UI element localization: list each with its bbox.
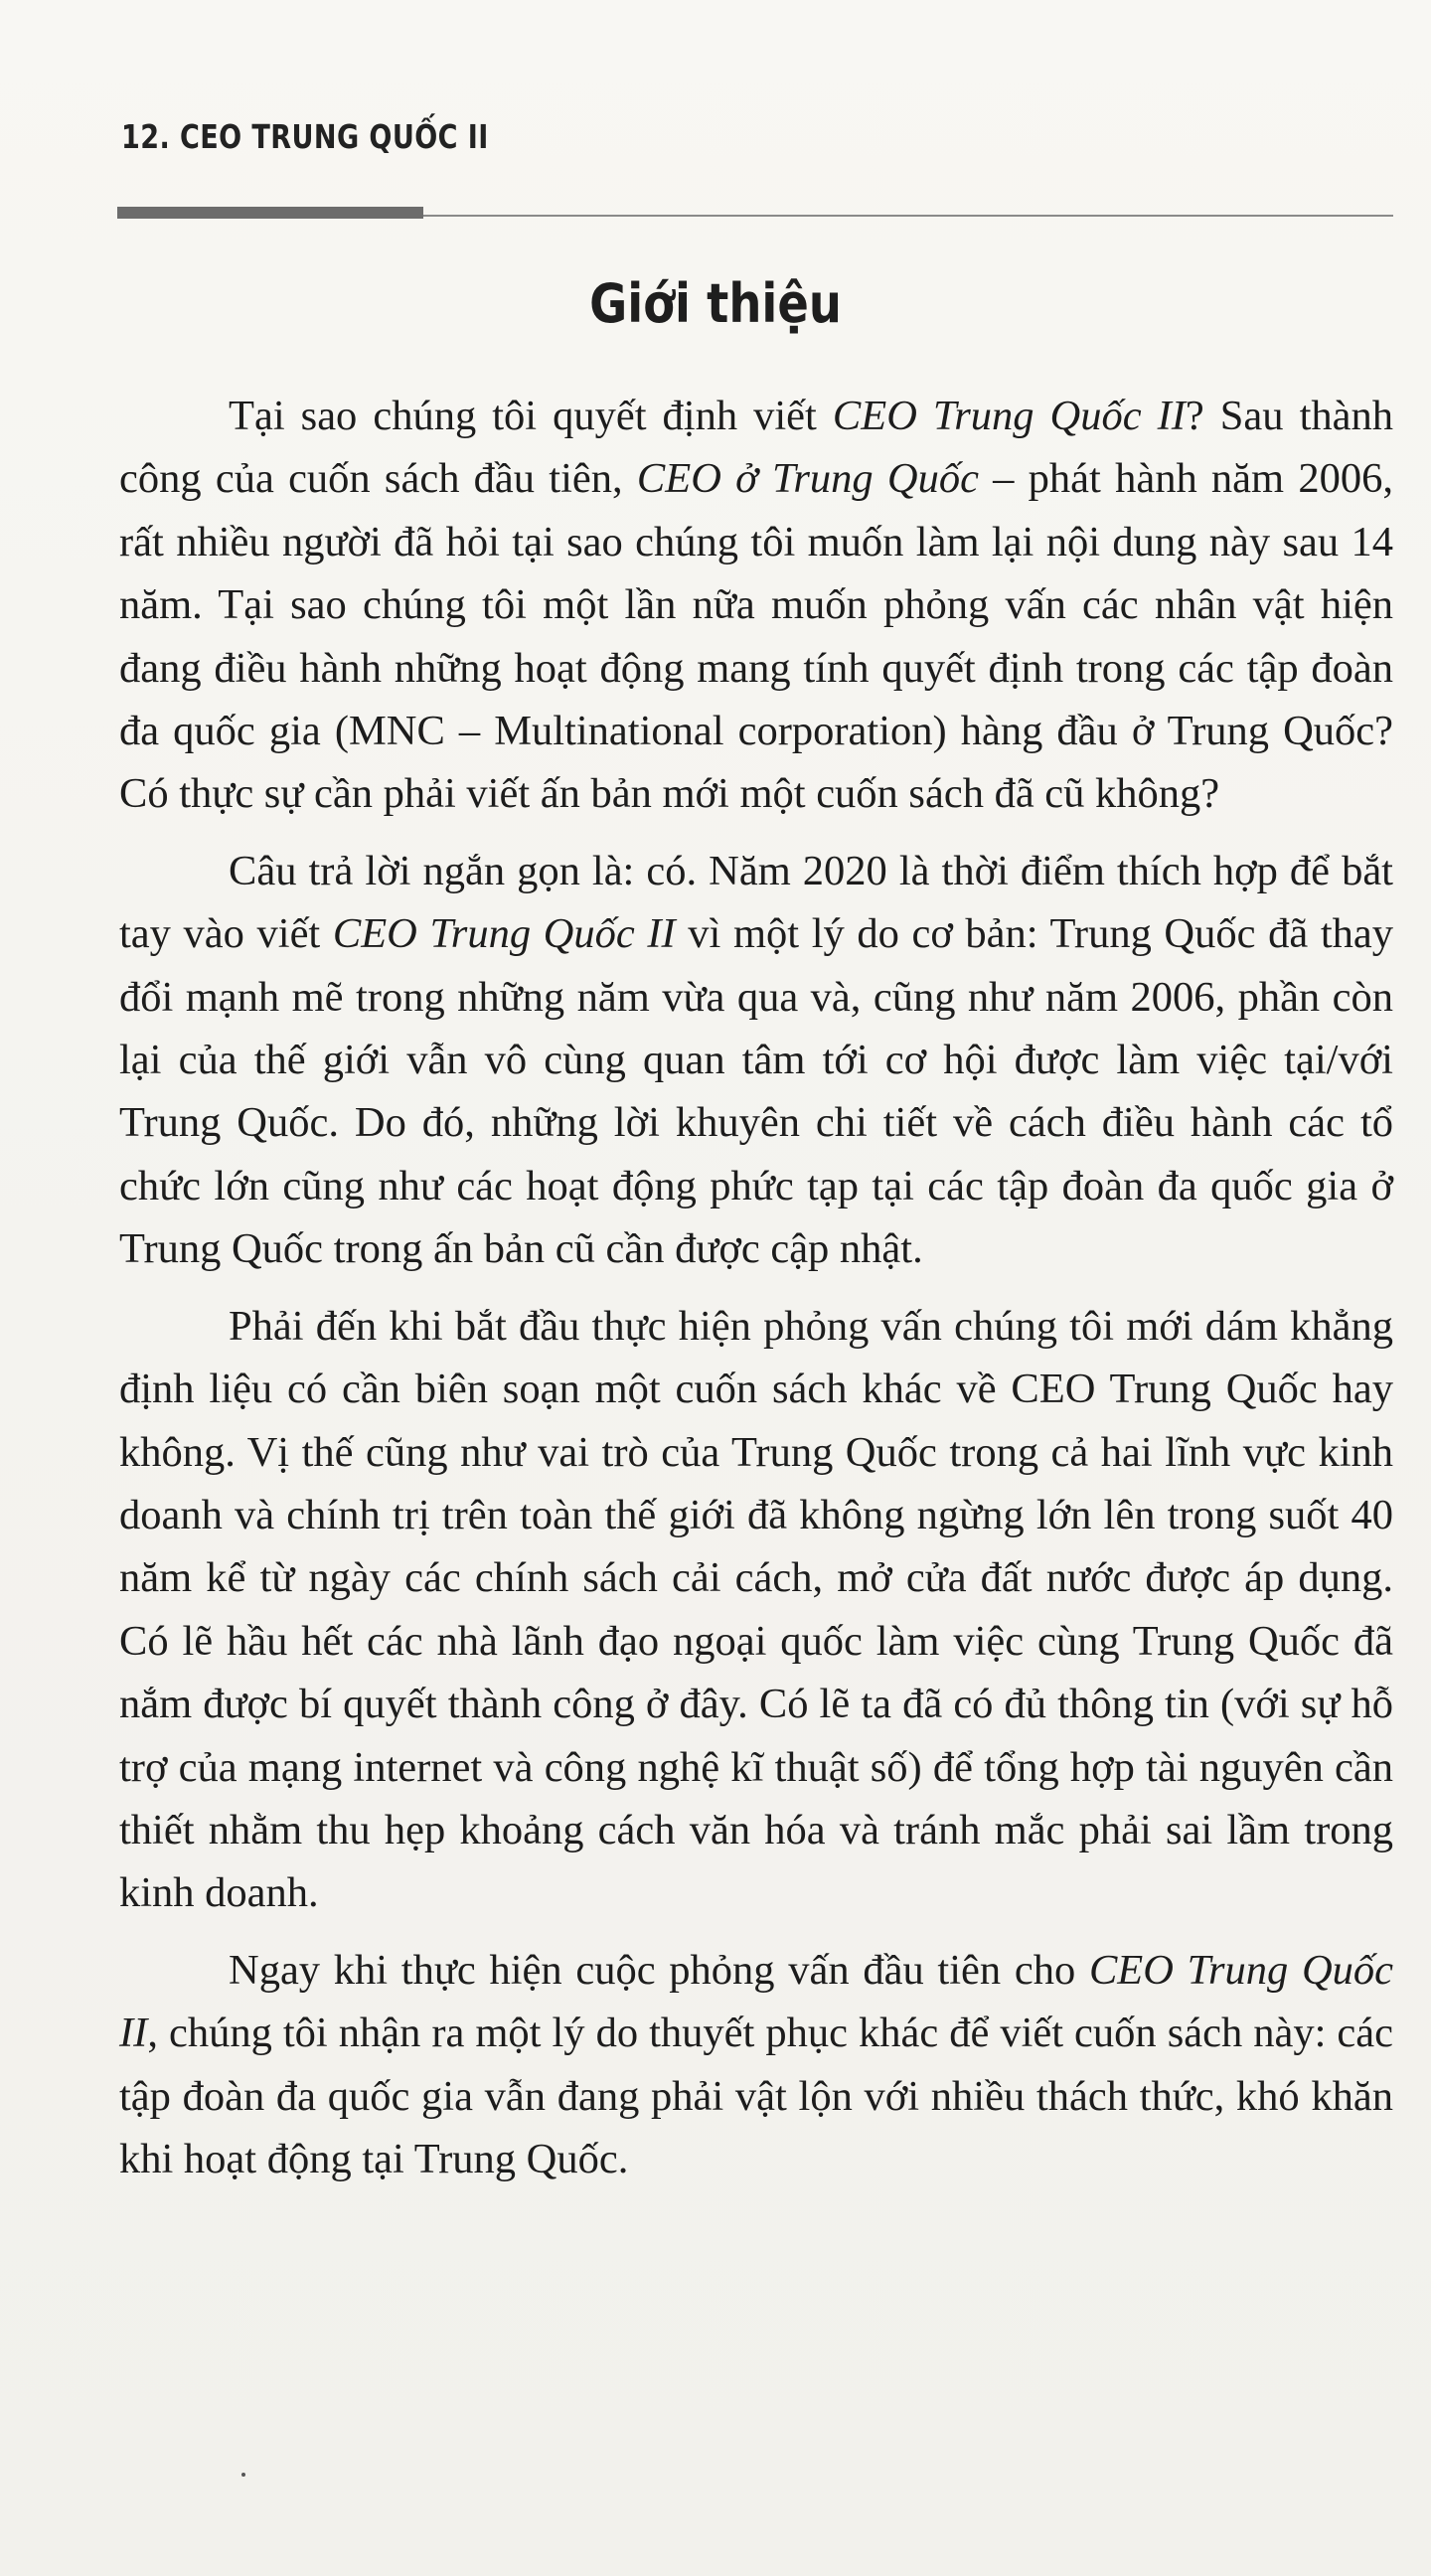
text-run: – phát hành năm 2006, rất nhiều người đã hỏi tại sao chúng tôi muốn làm lại nội dung này sau 14 năm. Tại sao chúng tôi một lần nữa muốn phỏng vấn các nhân vật hiện đang điều hành những hoạt động mang tính quyết định trong các tập đoàn đa quốc gia (MNC – Multinational corporation) hàng đầu ở Trung Quốc? Có thực sự cần phải viết ấn bản mới một cuốn sách đã cũ không? [119,455,1393,818]
ink-speck [241,2473,245,2477]
running-header: 12. CEO TRUNG QUỐC II [121,117,489,156]
chapter-title: Giới thiệu [589,272,842,335]
italic-title-run: CEO Trung Quốc II [832,393,1186,439]
italic-title-run: CEO Trung Quốc II [332,910,676,958]
text-run: vì một lý do cơ bản: Trung Quốc đã thay đổi mạnh mẽ trong những năm vừa qua và, cũng như năm 2006, phần còn lại của thế giới vẫn vô cùng quan tâm tới cơ hội được làm việc tại/với Trung Quốc. Do đó, những lời khuyên chi tiết về cách điều hành các tổ chức lớn cũng như các hoạt động phức tạp tại các tập đoàn đa quốc gia ở Trung Quốc trong ấn bản cũ cần được cập nhật. [119,910,1394,1273]
text-run: Tại sao chúng tôi quyết định viết [229,393,833,439]
paragraph [119,1939,1393,2191]
text-run: Phải đến khi bắt đầu thực hiện phỏng vấn chúng tôi mới dám khẳng định liệu có cần biên soạn một cuốn sách khác về CEO Trung Quốc hay không. Vị thế cũng như vai trò của Trung Quốc trong cả hai lĩnh vực kinh doanh và chính trị trên toàn thế giới đã không ngừng lớn lên trong suốt 40 năm kể từ ngày các chính sách cải cách, mở cửa đất nước được áp dụng. Có lẽ hầu hết các nhà lãnh đạo ngoại quốc làm việc cùng Trung Quốc đã nắm được bí quyết thành công ở đây. Có lẽ ta đã có đủ thông tin (với sự hỗ trợ của mạng internet và công nghệ kĩ thuật số) để tổng hợp tài nguyên cần thiết nhằm thu hẹp khoảng cách văn hóa và tránh mắc phải sai lầm trong kinh doanh. [119,1302,1393,1917]
text-run: Ngay khi thực hiện cuộc phỏng vấn đầu tiên cho [229,1946,1089,1994]
body-text [119,385,1393,2190]
text-run: ? Sau thành công của cuốn sách đầu tiên, [119,393,1393,503]
italic-title-run: CEO ở Trung Quốc [636,455,979,503]
text-run: , chúng tôi nhận ra một lý do thuyết phục khác để viết cuốn sách này: các tập đoàn đa quốc gia vẫn đang phải vật lộn với nhiều thách thức, khó khăn khi hoạt động tại Trung Quốc. [119,2010,1393,2182]
text-run: Câu trả lời ngắn gọn là: có. Năm 2020 là thời điểm thích hợp để bắt tay vào viết [119,847,1393,958]
paragraph [119,1295,1393,1925]
italic-title-run: CEO Trung Quốc II [119,1946,1394,2057]
paragraph [119,385,1393,826]
header-rule-thick [117,207,423,219]
paragraph [119,840,1393,1281]
